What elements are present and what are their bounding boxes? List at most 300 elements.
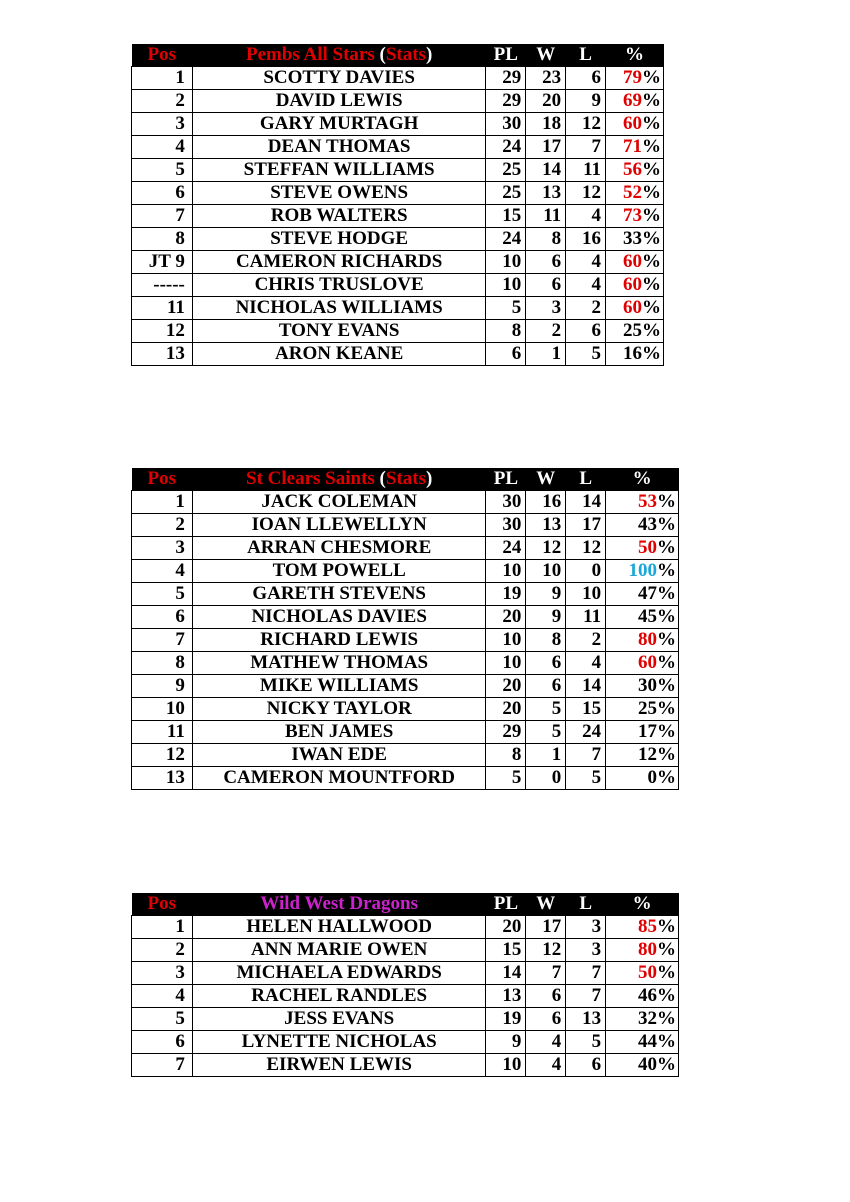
pos-cell: 10 (132, 698, 193, 721)
player-name-cell: GARY MURTAGH (192, 113, 485, 136)
player-name-cell: DEAN THOMAS (192, 136, 485, 159)
win-percent-cell (606, 159, 664, 182)
won-cell: 23 (526, 67, 566, 90)
pos-cell: 5 (132, 1008, 193, 1031)
win-percent-value: 16 (623, 343, 642, 364)
player-name-cell: MICHAELA EDWARDS (192, 962, 486, 985)
table-row (132, 1031, 679, 1054)
player-name-cell: DAVID LEWIS (192, 90, 485, 113)
lost-cell: 11 (566, 159, 606, 182)
won-cell: 13 (526, 182, 566, 205)
pos-cell: 11 (132, 721, 193, 744)
win-percent-value: 80 (638, 939, 657, 960)
table-row (132, 698, 679, 721)
pos-cell: 12 (132, 320, 193, 343)
player-name-cell: LYNETTE NICHOLAS (192, 1031, 486, 1054)
won-cell: 4 (526, 1054, 566, 1077)
played-cell: 10 (486, 629, 526, 652)
lost-cell: 16 (566, 228, 606, 251)
win-percent-value: 12 (638, 744, 657, 765)
percent-sign: % (642, 136, 661, 157)
win-percent-cell (606, 113, 664, 136)
won-cell: 12 (526, 537, 566, 560)
win-percent-cell (606, 182, 664, 205)
lost-cell: 15 (566, 698, 606, 721)
percent-sign: % (642, 274, 661, 295)
won-cell: 6 (526, 985, 566, 1008)
player-name-cell: NICHOLAS DAVIES (192, 606, 486, 629)
played-cell: 9 (486, 1031, 526, 1054)
won-cell: 14 (526, 159, 566, 182)
win-percent-value: 60 (623, 297, 642, 318)
table-body (132, 916, 679, 1077)
percent-sign: % (657, 1031, 676, 1052)
lost-cell: 13 (566, 1008, 606, 1031)
table-row (132, 90, 664, 113)
player-name-cell: JESS EVANS (192, 1008, 486, 1031)
won-cell: 8 (526, 629, 566, 652)
player-name-cell: ANN MARIE OWEN (192, 939, 486, 962)
percent-sign: % (657, 962, 676, 983)
pos-cell: 6 (132, 182, 193, 205)
table-row (132, 113, 664, 136)
played-cell: 15 (486, 939, 526, 962)
win-percent-cell (606, 90, 664, 113)
played-cell: 10 (486, 251, 526, 274)
played-cell: 10 (486, 274, 526, 297)
pl-header: PL (486, 468, 526, 491)
table-row (132, 1054, 679, 1077)
player-name-cell: MIKE WILLIAMS (192, 675, 486, 698)
pos-cell: 5 (132, 159, 193, 182)
win-percent-cell (606, 228, 664, 251)
win-percent-value: 45 (638, 606, 657, 627)
table-row (132, 537, 679, 560)
lost-cell: 6 (566, 1054, 606, 1077)
played-cell: 29 (486, 90, 526, 113)
player-name-cell: ARRAN CHESMORE (192, 537, 486, 560)
player-name-cell: CAMERON RICHARDS (192, 251, 485, 274)
player-name-cell: GARETH STEVENS (192, 583, 486, 606)
percent-sign: % (642, 320, 661, 341)
l-header: L (566, 893, 606, 916)
lost-cell: 6 (566, 320, 606, 343)
played-cell: 19 (486, 1008, 526, 1031)
lost-cell: 4 (566, 652, 606, 675)
win-percent-cell (606, 1054, 679, 1077)
table-header-row (132, 44, 664, 67)
pos-cell: 8 (132, 228, 193, 251)
lost-cell: 12 (566, 113, 606, 136)
won-cell: 6 (526, 251, 566, 274)
player-name-cell: ROB WALTERS (192, 205, 485, 228)
lost-cell: 0 (566, 560, 606, 583)
won-cell: 17 (526, 136, 566, 159)
played-cell: 20 (486, 698, 526, 721)
played-cell: 30 (486, 491, 526, 514)
pos-cell: 4 (132, 136, 193, 159)
played-cell: 15 (486, 205, 526, 228)
w-header: W (526, 468, 566, 491)
table-row (132, 182, 664, 205)
played-cell: 24 (486, 136, 526, 159)
percent-sign: % (642, 159, 661, 180)
won-cell: 16 (526, 491, 566, 514)
win-percent-cell (606, 962, 679, 985)
percent-sign: % (642, 343, 661, 364)
pos-cell: 13 (132, 343, 193, 366)
win-percent-cell (606, 1031, 679, 1054)
player-name-cell: MATHEW THOMAS (192, 652, 486, 675)
percent-sign: % (657, 1008, 676, 1029)
lost-cell: 7 (566, 744, 606, 767)
table-header-row (132, 893, 679, 916)
played-cell: 14 (486, 962, 526, 985)
percent-sign: % (657, 491, 676, 512)
table-row (132, 320, 664, 343)
w-header: W (526, 893, 566, 916)
lost-cell: 7 (566, 136, 606, 159)
lost-cell: 2 (566, 629, 606, 652)
player-name-cell: CHRIS TRUSLOVE (192, 274, 485, 297)
percent-sign: % (642, 297, 661, 318)
percent-sign: % (642, 228, 661, 249)
pos-header: Pos (132, 468, 193, 491)
lost-cell: 4 (566, 205, 606, 228)
played-cell: 5 (486, 297, 526, 320)
pos-cell: 3 (132, 113, 193, 136)
played-cell: 13 (486, 985, 526, 1008)
pos-cell: 6 (132, 606, 193, 629)
win-percent-cell (606, 251, 664, 274)
percent-sign: % (642, 251, 661, 272)
win-percent-value: 40 (638, 1054, 657, 1075)
player-name-cell: IWAN EDE (192, 744, 486, 767)
win-percent-value: 52 (623, 182, 642, 203)
lost-cell: 11 (566, 606, 606, 629)
percent-sign: % (657, 606, 676, 627)
win-percent-cell (606, 274, 664, 297)
win-percent-value: 50 (638, 962, 657, 983)
pos-cell: 2 (132, 939, 193, 962)
pos-cell: 1 (132, 491, 193, 514)
win-percent-value: 46 (638, 985, 657, 1006)
win-percent-value: 60 (623, 113, 642, 134)
won-cell: 7 (526, 962, 566, 985)
pos-cell: 5 (132, 583, 193, 606)
lost-cell: 4 (566, 251, 606, 274)
player-name-cell: RACHEL RANDLES (192, 985, 486, 1008)
stats-link[interactable]: Stats (385, 468, 426, 489)
pos-cell: 7 (132, 205, 193, 228)
won-cell: 5 (526, 721, 566, 744)
lost-cell: 4 (566, 274, 606, 297)
percent-sign: % (657, 675, 676, 696)
table-row (132, 916, 679, 939)
lost-cell: 14 (566, 675, 606, 698)
win-percent-value: 79 (623, 67, 642, 88)
player-name-cell: RICHARD LEWIS (192, 629, 486, 652)
pos-cell: 3 (132, 537, 193, 560)
percent-sign: % (657, 537, 676, 558)
team-name: Wild West Dragons (260, 893, 418, 914)
win-percent-cell (606, 136, 664, 159)
pct-header: % (606, 893, 679, 916)
won-cell: 13 (526, 514, 566, 537)
lost-cell: 12 (566, 537, 606, 560)
win-percent-cell (606, 343, 664, 366)
pos-cell: 7 (132, 629, 193, 652)
pos-cell: 9 (132, 675, 193, 698)
win-percent-cell (606, 744, 679, 767)
table-row (132, 629, 679, 652)
win-percent-cell (606, 698, 679, 721)
win-percent-cell (606, 985, 679, 1008)
played-cell: 20 (486, 675, 526, 698)
played-cell: 24 (486, 228, 526, 251)
win-percent-value: 25 (623, 320, 642, 341)
table-row (132, 67, 664, 90)
pos-cell: 1 (132, 67, 193, 90)
pos-cell: 11 (132, 297, 193, 320)
win-percent-cell (606, 916, 679, 939)
won-cell: 5 (526, 698, 566, 721)
table-row (132, 560, 679, 583)
played-cell: 25 (486, 159, 526, 182)
win-percent-value: 60 (623, 274, 642, 295)
won-cell: 4 (526, 1031, 566, 1054)
win-percent-cell (606, 320, 664, 343)
table-row (132, 228, 664, 251)
played-cell: 29 (486, 721, 526, 744)
player-name-cell: STEVE OWENS (192, 182, 485, 205)
win-percent-value: 43 (638, 514, 657, 535)
percent-sign: % (657, 1054, 676, 1075)
player-name-cell: SCOTTY DAVIES (192, 67, 485, 90)
lost-cell: 3 (566, 939, 606, 962)
played-cell: 10 (486, 652, 526, 675)
table-header-row (132, 468, 679, 491)
won-cell: 6 (526, 274, 566, 297)
win-percent-value: 0 (647, 767, 657, 788)
pos-cell: 13 (132, 767, 193, 790)
win-percent-value: 33 (623, 228, 642, 249)
won-cell: 2 (526, 320, 566, 343)
player-name-cell: STEFFAN WILLIAMS (192, 159, 485, 182)
win-percent-value: 69 (623, 90, 642, 111)
win-percent-cell (606, 1008, 679, 1031)
lost-cell: 17 (566, 514, 606, 537)
lost-cell: 14 (566, 491, 606, 514)
lost-cell: 24 (566, 721, 606, 744)
table-row (132, 343, 664, 366)
win-percent-value: 71 (623, 136, 642, 157)
player-name-cell: EIRWEN LEWIS (192, 1054, 486, 1077)
pos-header: Pos (132, 44, 193, 67)
table-row (132, 744, 679, 767)
pos-cell: 4 (132, 560, 193, 583)
percent-sign: % (657, 744, 676, 765)
pl-header: PL (486, 44, 526, 67)
won-cell: 1 (526, 744, 566, 767)
percent-sign: % (657, 514, 676, 535)
win-percent-value: 30 (638, 675, 657, 696)
lost-cell: 7 (566, 985, 606, 1008)
percent-sign: % (657, 629, 676, 650)
pl-header: PL (486, 893, 526, 916)
percent-sign: % (657, 560, 676, 581)
pos-cell: 7 (132, 1054, 193, 1077)
player-name-cell: STEVE HODGE (192, 228, 485, 251)
table-row (132, 205, 664, 228)
table-row (132, 1008, 679, 1031)
table-row (132, 962, 679, 985)
w-header: W (526, 44, 566, 67)
win-percent-cell (606, 606, 679, 629)
player-name-cell: NICKY TAYLOR (192, 698, 486, 721)
win-percent-value: 73 (623, 205, 642, 226)
won-cell: 17 (526, 916, 566, 939)
win-percent-value: 47 (638, 583, 657, 604)
pos-cell: 3 (132, 962, 193, 985)
played-cell: 30 (486, 514, 526, 537)
percent-sign: % (657, 939, 676, 960)
win-percent-value: 32 (638, 1008, 657, 1029)
player-name-cell: BEN JAMES (192, 721, 486, 744)
pos-cell: JT 9 (132, 251, 193, 274)
table-row (132, 675, 679, 698)
table-row (132, 136, 664, 159)
team-name: Pembs All Stars (245, 44, 375, 65)
won-cell: 8 (526, 228, 566, 251)
percent-sign: % (657, 721, 676, 742)
percent-sign: % (657, 583, 676, 604)
won-cell: 3 (526, 297, 566, 320)
win-percent-cell (606, 721, 679, 744)
stats-link[interactable]: Stats (385, 44, 426, 65)
won-cell: 9 (526, 583, 566, 606)
team-header: Pembs All Stars (Stats) (192, 44, 485, 67)
won-cell: 6 (526, 1008, 566, 1031)
win-percent-value: 60 (623, 251, 642, 272)
played-cell: 25 (486, 182, 526, 205)
won-cell: 10 (526, 560, 566, 583)
l-header: L (566, 44, 606, 67)
pct-header: % (606, 468, 679, 491)
pos-cell: 8 (132, 652, 193, 675)
won-cell: 20 (526, 90, 566, 113)
win-percent-cell (606, 514, 679, 537)
percent-sign: % (657, 698, 676, 719)
win-percent-value: 53 (638, 491, 657, 512)
win-percent-cell (606, 67, 664, 90)
pos-cell: 2 (132, 90, 193, 113)
played-cell: 20 (486, 606, 526, 629)
won-cell: 6 (526, 675, 566, 698)
table-row (132, 583, 679, 606)
table-row (132, 606, 679, 629)
win-percent-value: 50 (638, 537, 657, 558)
l-header: L (566, 468, 606, 491)
lost-cell: 12 (566, 182, 606, 205)
played-cell: 20 (486, 916, 526, 939)
percent-sign: % (642, 205, 661, 226)
win-percent-value: 85 (638, 916, 657, 937)
percent-sign: % (642, 182, 661, 203)
played-cell: 10 (486, 560, 526, 583)
played-cell: 24 (486, 537, 526, 560)
percent-sign: % (642, 90, 661, 111)
player-name-cell: HELEN HALLWOOD (192, 916, 486, 939)
team-name: St Clears Saints (246, 468, 375, 489)
played-cell: 5 (486, 767, 526, 790)
win-percent-value: 44 (638, 1031, 657, 1052)
played-cell: 6 (486, 343, 526, 366)
player-name-cell: CAMERON MOUNTFORD (192, 767, 486, 790)
won-cell: 6 (526, 652, 566, 675)
played-cell: 29 (486, 67, 526, 90)
pos-header: Pos (132, 893, 193, 916)
win-percent-value: 17 (638, 721, 657, 742)
pos-cell: ----- (132, 274, 193, 297)
lost-cell: 5 (566, 1031, 606, 1054)
played-cell: 8 (486, 744, 526, 767)
won-cell: 1 (526, 343, 566, 366)
st-clears-saints-table (131, 468, 679, 790)
lost-cell: 2 (566, 297, 606, 320)
pos-cell: 4 (132, 985, 193, 1008)
player-name-cell: NICHOLAS WILLIAMS (192, 297, 485, 320)
lost-cell: 6 (566, 67, 606, 90)
lost-cell: 10 (566, 583, 606, 606)
played-cell: 30 (486, 113, 526, 136)
win-percent-cell (606, 939, 679, 962)
percent-sign: % (657, 916, 676, 937)
table-row (132, 985, 679, 1008)
win-percent-cell (606, 652, 679, 675)
pos-cell: 12 (132, 744, 193, 767)
table-row (132, 721, 679, 744)
won-cell: 18 (526, 113, 566, 136)
played-cell: 10 (486, 1054, 526, 1077)
percent-sign: % (642, 67, 661, 88)
win-percent-cell (606, 767, 679, 790)
played-cell: 8 (486, 320, 526, 343)
win-percent-value: 80 (638, 629, 657, 650)
win-percent-cell (606, 491, 679, 514)
player-name-cell: IOAN LLEWELLYN (192, 514, 486, 537)
win-percent-value: 56 (623, 159, 642, 180)
table-row (132, 939, 679, 962)
pct-header: % (606, 44, 664, 67)
pos-cell: 1 (132, 916, 193, 939)
win-percent-value: 100 (628, 560, 657, 581)
won-cell: 12 (526, 939, 566, 962)
win-percent-cell (606, 629, 679, 652)
lost-cell: 3 (566, 916, 606, 939)
table-row (132, 767, 679, 790)
pembs-all-stars-table (131, 44, 664, 366)
table-body (132, 491, 679, 790)
table-row (132, 159, 664, 182)
win-percent-value: 60 (638, 652, 657, 673)
pos-cell: 6 (132, 1031, 193, 1054)
player-name-cell: JACK COLEMAN (192, 491, 486, 514)
player-name-cell: TONY EVANS (192, 320, 485, 343)
table-row (132, 251, 664, 274)
win-percent-cell (606, 205, 664, 228)
win-percent-cell (606, 583, 679, 606)
